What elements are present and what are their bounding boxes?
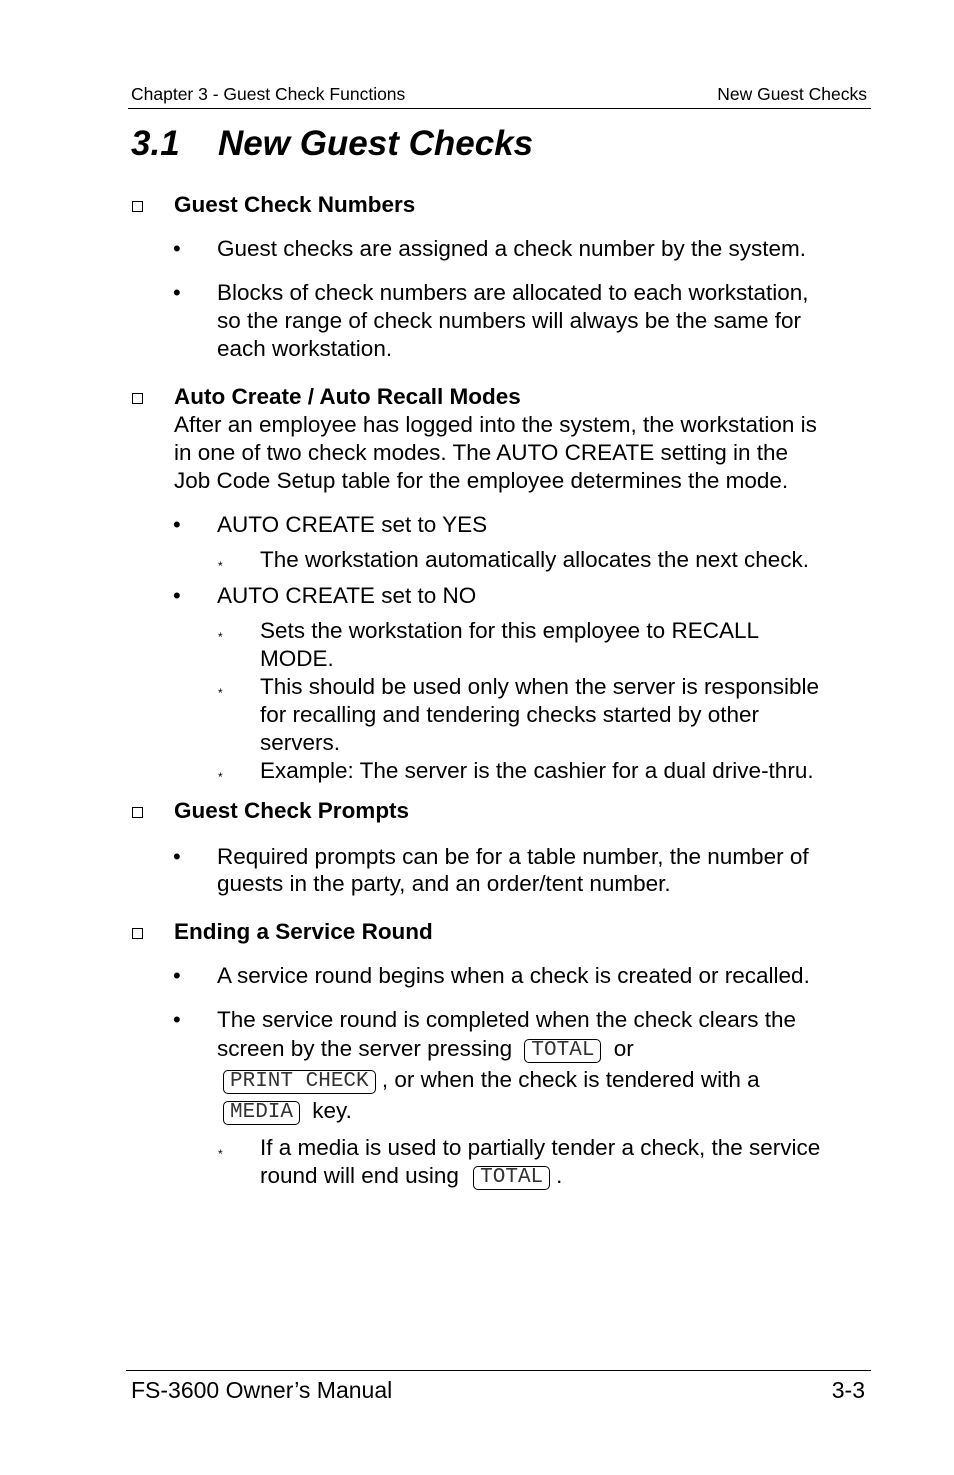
checkbox-bullet-icon — [132, 393, 143, 404]
sub-bullet-text: servers. — [260, 730, 341, 755]
bullet-text: Required prompts can be for a table number, the number of — [217, 844, 809, 869]
bullet-icon: • — [173, 583, 181, 608]
bullet-line — [223, 1097, 352, 1125]
running-header-chapter: Chapter 3 - Guest Check Functions — [131, 84, 406, 104]
bullet-text: AUTO CREATE set to NO — [217, 583, 477, 608]
bullet-text: , or when the check is tendered with a — [381, 1067, 760, 1092]
sub-bullet-text: If a media is used to partially tender a check, the service — [260, 1135, 821, 1160]
sub-bullet-text: Example: The server is the cashier for a dual drive-thru. — [260, 758, 814, 783]
paragraph-text: in one of two check modes. The AUTO CREATE setting in the — [174, 440, 789, 465]
total-key: TOTAL — [473, 1166, 550, 1190]
total-key: TOTAL — [524, 1039, 601, 1063]
bullet-text: Blocks of check numbers are allocated to each workstation, — [217, 280, 809, 305]
bullet-text: screen by the server pressing — [217, 1036, 513, 1061]
page-number: 3-3 — [831, 1377, 865, 1403]
section-heading-numbers: Guest Check Numbers — [174, 192, 416, 217]
bullet-text: or — [613, 1036, 634, 1061]
bullet-icon: • — [173, 512, 181, 537]
asterisk-bullet-icon: * — [218, 630, 223, 644]
header-rule — [128, 108, 871, 109]
bullet-text: so the range of check numbers will always be the same for — [217, 308, 802, 333]
bullet-line — [223, 1066, 760, 1094]
sub-bullet-text: . — [556, 1163, 563, 1188]
bullet-text: guests in the party, and an order/tent number. — [217, 871, 671, 896]
checkbox-bullet-icon — [132, 201, 143, 212]
sub-bullet-text: The workstation automatically allocates the next check. — [260, 547, 810, 572]
sub-bullet-text: Sets the workstation for this employee to RECALL — [260, 618, 759, 643]
asterisk-bullet-icon: * — [218, 770, 223, 784]
sub-bullet-text: for recalling and tendering checks started by other — [260, 702, 760, 727]
footer-rule — [126, 1370, 871, 1371]
asterisk-bullet-icon: * — [218, 559, 223, 573]
paragraph-text: After an employee has logged into the system, the workstation is — [174, 412, 817, 437]
bullet-line — [217, 1035, 634, 1063]
running-header-section: New Guest Checks — [717, 84, 867, 104]
sub-bullet-text: round will end using — [260, 1163, 459, 1188]
bullet-text: each workstation. — [217, 336, 393, 361]
asterisk-bullet-icon: * — [218, 686, 223, 700]
bullet-text: A service round begins when a check is created or recalled. — [217, 963, 810, 988]
bullet-icon: • — [173, 1007, 181, 1032]
media-key: MEDIA — [223, 1101, 300, 1125]
section-heading-ending: Ending a Service Round — [174, 919, 433, 944]
page-title: New Guest Checks — [218, 124, 534, 163]
bullet-icon: • — [173, 280, 181, 305]
checkbox-bullet-icon — [132, 807, 143, 818]
paragraph-text: Job Code Setup table for the employee determines the mode. — [174, 468, 789, 493]
bullet-text: AUTO CREATE set to YES — [217, 512, 488, 537]
bullet-icon: • — [173, 844, 181, 869]
asterisk-bullet-icon: * — [218, 1147, 223, 1161]
section-heading-modes: Auto Create / Auto Recall Modes — [174, 384, 521, 409]
sub-bullet-text: MODE. — [260, 646, 334, 671]
section-heading-prompts: Guest Check Prompts — [174, 798, 410, 823]
checkbox-bullet-icon — [132, 928, 143, 939]
bullet-text: Guest checks are assigned a check number by the system. — [217, 236, 807, 261]
print-check-key: PRINT CHECK — [223, 1070, 376, 1094]
bullet-icon: • — [173, 236, 181, 261]
bullet-icon: • — [173, 963, 181, 988]
bullet-text: key. — [312, 1098, 352, 1123]
sub-bullet-text: This should be used only when the server is responsible — [260, 674, 820, 699]
sub-bullet-line — [260, 1162, 562, 1190]
section-number: 3.1 — [131, 124, 180, 163]
bullet-text: The service round is completed when the check clears the — [217, 1007, 797, 1032]
footer-manual-title: FS-3600 Owner’s Manual — [131, 1377, 393, 1403]
